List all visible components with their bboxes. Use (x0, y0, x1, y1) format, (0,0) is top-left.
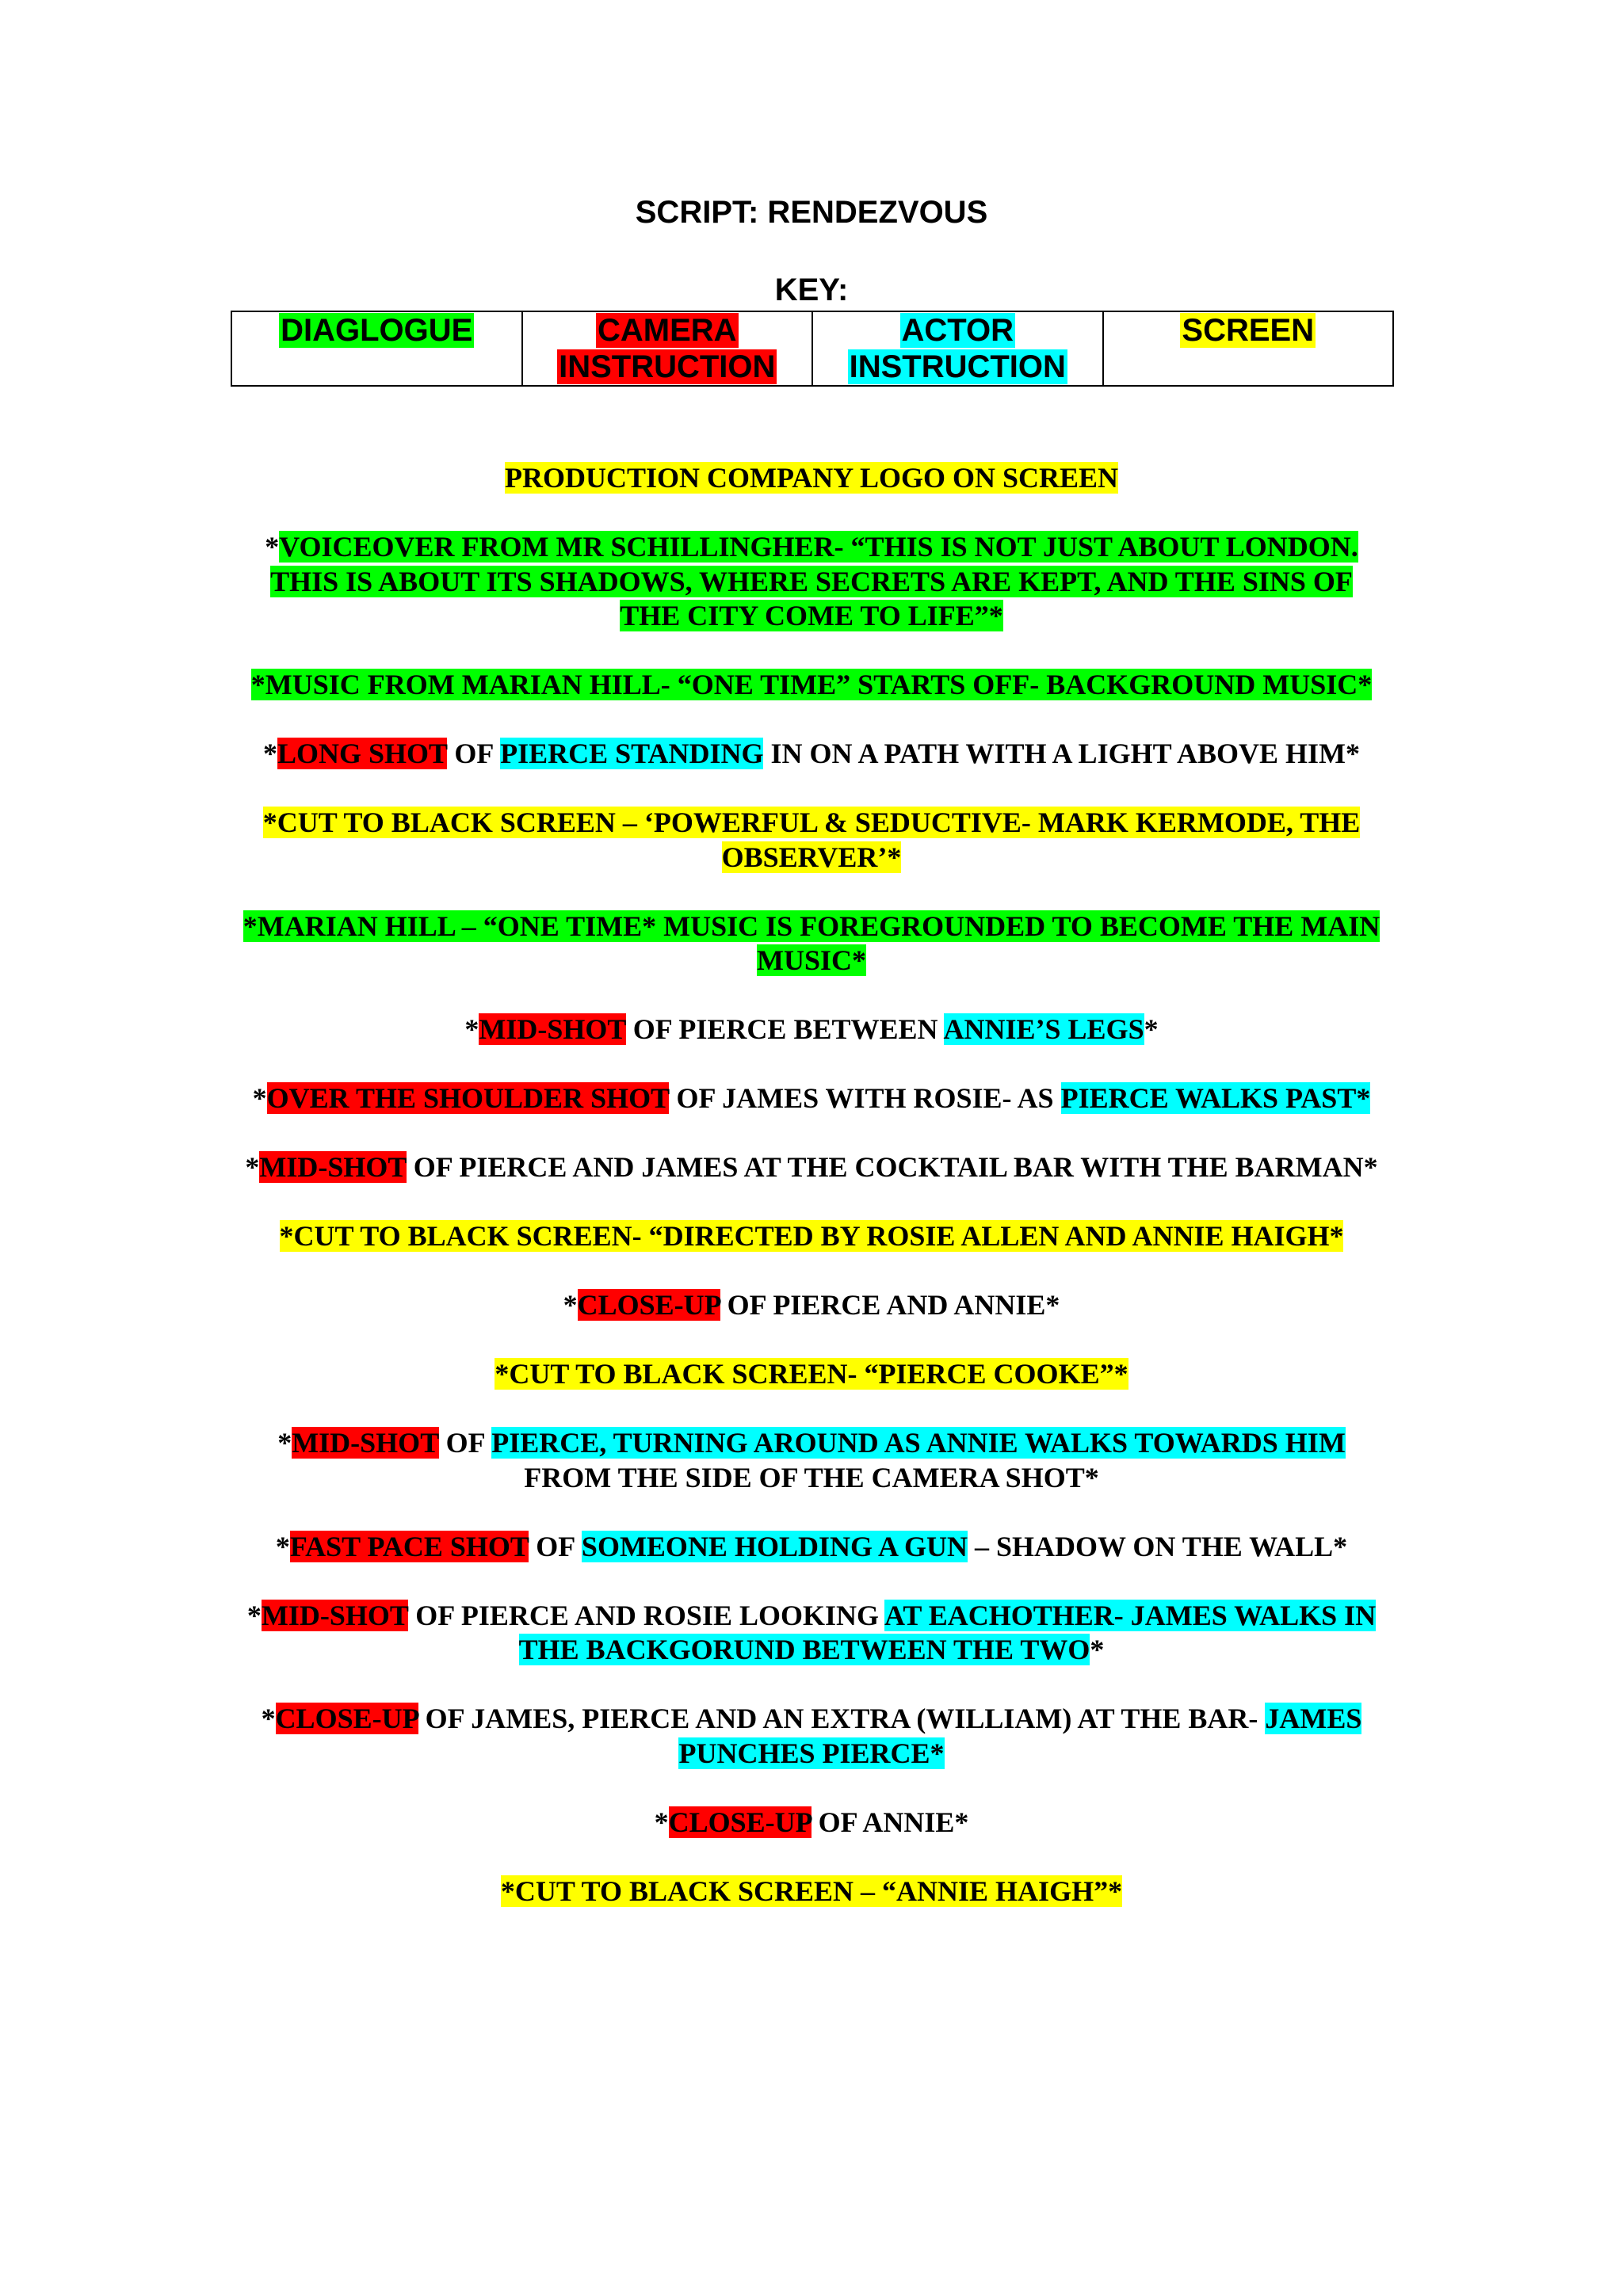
screen-direction-segment: *CUT TO BLACK SCREEN – “ANNIE HAIGH”* (500, 1875, 1123, 1907)
script-entry (238, 737, 1385, 772)
script-body (238, 461, 1385, 1943)
key-camera-line1: CAMERA (597, 313, 737, 348)
plain-text-segment: FROM THE SIDE OF THE CAMERA SHOT* (524, 1461, 1099, 1493)
script-entry (238, 1426, 1385, 1495)
key-label: KEY: (774, 273, 849, 307)
script-entry (238, 1288, 1385, 1323)
color-key-table (231, 311, 1394, 387)
actor-instruction-segment: PIERCE, TURNING AROUND AS ANNIE WALKS TOWARDS HIM (491, 1427, 1346, 1459)
plain-text-segment: * (275, 1530, 290, 1562)
script-entry (238, 1702, 1385, 1771)
plain-text-segment: * (464, 1013, 479, 1045)
plain-text-segment: * (563, 1289, 578, 1321)
actor-instruction-segment: PIERCE STANDING (500, 738, 764, 769)
script-entry (238, 530, 1385, 634)
plain-text-segment: OF (447, 738, 501, 769)
plain-text-segment: * (265, 531, 280, 563)
page-title: SCRIPT: RENDEZVOUS (635, 195, 988, 230)
script-entry (238, 1875, 1385, 1909)
camera-instruction-segment: MID-SHOT (292, 1427, 439, 1459)
plain-text-segment: * (245, 1151, 260, 1183)
plain-text-segment: * (277, 1427, 292, 1459)
actor-instruction-segment: SOMEONE HOLDING A GUN (581, 1530, 968, 1562)
plain-text-segment: * (654, 1806, 669, 1838)
plain-text-segment: * (1144, 1013, 1159, 1045)
script-entry (238, 1219, 1385, 1254)
key-actor-line1: ACTOR (901, 313, 1014, 348)
key-camera-line2: INSTRUCTION (559, 349, 776, 384)
actor-instruction-segment: JAMES PUNCHES PIERCE* (678, 1703, 1362, 1769)
script-entry (238, 1530, 1385, 1565)
key-cell-actor (812, 311, 1103, 386)
script-entry (238, 1806, 1385, 1840)
plain-text-segment: IN ON A PATH WITH A LIGHT ABOVE HIM* (763, 738, 1360, 769)
script-entry (238, 461, 1385, 496)
script-entry (238, 1599, 1385, 1668)
plain-text-segment: OF JAMES WITH ROSIE- AS (669, 1082, 1061, 1114)
key-cell-dialogue (231, 311, 522, 386)
screen-direction-segment: *CUT TO BLACK SCREEN – ‘POWERFUL & SEDUCTIVE- MARK KERMODE, THE OBSERVER’* (262, 807, 1361, 873)
plain-text-segment: OF ANNIE* (811, 1806, 969, 1838)
plain-text-segment: OF PIERCE AND ANNIE* (720, 1289, 1060, 1321)
plain-text-segment: OF JAMES, PIERCE AND AN EXTRA (WILLIAM) AT THE BAR- (418, 1703, 1266, 1734)
key-cell-screen (1103, 311, 1394, 386)
actor-instruction-segment: PIERCE WALKS PAST* (1060, 1082, 1371, 1114)
plain-text-segment: * (252, 1082, 267, 1114)
camera-instruction-segment: MID-SHOT (259, 1151, 407, 1183)
plain-text-segment: * (261, 1703, 276, 1734)
dialogue-segment: *MARIAN HILL – “ONE TIME* MUSIC IS FOREGROUNDED TO BECOME THE MAIN MUSIC* (242, 910, 1381, 976)
camera-instruction-segment: CLOSE-UP (275, 1703, 418, 1734)
key-dialogue: DIAGLOGUE (281, 313, 473, 348)
camera-instruction-segment: MID-SHOT (479, 1013, 626, 1045)
script-entry (238, 1081, 1385, 1116)
plain-text-segment: OF PIERCE BETWEEN (625, 1013, 944, 1045)
script-entry (238, 910, 1385, 978)
camera-instruction-segment: MID-SHOT (261, 1599, 409, 1631)
dialogue-segment: *MUSIC FROM MARIAN HILL- “ONE TIME” STARTS OFF- BACKGROUND MUSIC* (250, 669, 1373, 700)
plain-text-segment: * (246, 1599, 262, 1631)
plain-text-segment: * (1090, 1634, 1105, 1665)
script-entry (238, 1357, 1385, 1392)
plain-text-segment: – SHADOW ON THE WALL* (968, 1530, 1348, 1562)
dialogue-segment: VOICEOVER FROM MR SCHILLINGHER- “THIS IS NOT JUST ABOUT LONDON. THIS IS ABOUT ITS SHADOWS, WHERE SECRETS ARE KEPT, AND THE SINS OF THE CITY COME TO LIFE”* (270, 531, 1358, 631)
key-screen: SCREEN (1182, 313, 1315, 348)
plain-text-segment: OF (438, 1427, 492, 1459)
script-entry (238, 1013, 1385, 1047)
script-entry (238, 668, 1385, 703)
actor-instruction-segment: AT EACHOTHER- JAMES WALKS IN THE BACKGORUND BETWEEN THE TWO (518, 1599, 1377, 1665)
plain-text-segment: OF PIERCE AND JAMES AT THE COCKTAIL BAR WITH THE BARMAN* (406, 1151, 1378, 1183)
plain-text-segment: * (263, 738, 278, 769)
actor-instruction-segment: ANNIE’S LEGS (943, 1013, 1144, 1045)
camera-instruction-segment: CLOSE-UP (668, 1806, 812, 1838)
screen-direction-segment: PRODUCTION COMPANY LOGO ON SCREEN (504, 462, 1119, 494)
screen-direction-segment: *CUT TO BLACK SCREEN- “PIERCE COOKE”* (495, 1358, 1128, 1390)
key-cell-camera (522, 311, 813, 386)
camera-instruction-segment: FAST PACE SHOT (289, 1530, 529, 1562)
camera-instruction-segment: OVER THE SHOULDER SHOT (266, 1082, 670, 1114)
script-entry (238, 806, 1385, 875)
camera-instruction-segment: CLOSE-UP (577, 1289, 720, 1321)
script-entry (238, 1150, 1385, 1185)
plain-text-segment: OF (529, 1530, 582, 1562)
camera-instruction-segment: LONG SHOT (277, 738, 448, 769)
plain-text-segment: OF PIERCE AND ROSIE LOOKING (408, 1599, 885, 1631)
key-actor-line2: INSTRUCTION (849, 349, 1066, 384)
screen-direction-segment: *CUT TO BLACK SCREEN- “DIRECTED BY ROSIE ALLEN AND ANNIE HAIGH* (279, 1220, 1344, 1252)
